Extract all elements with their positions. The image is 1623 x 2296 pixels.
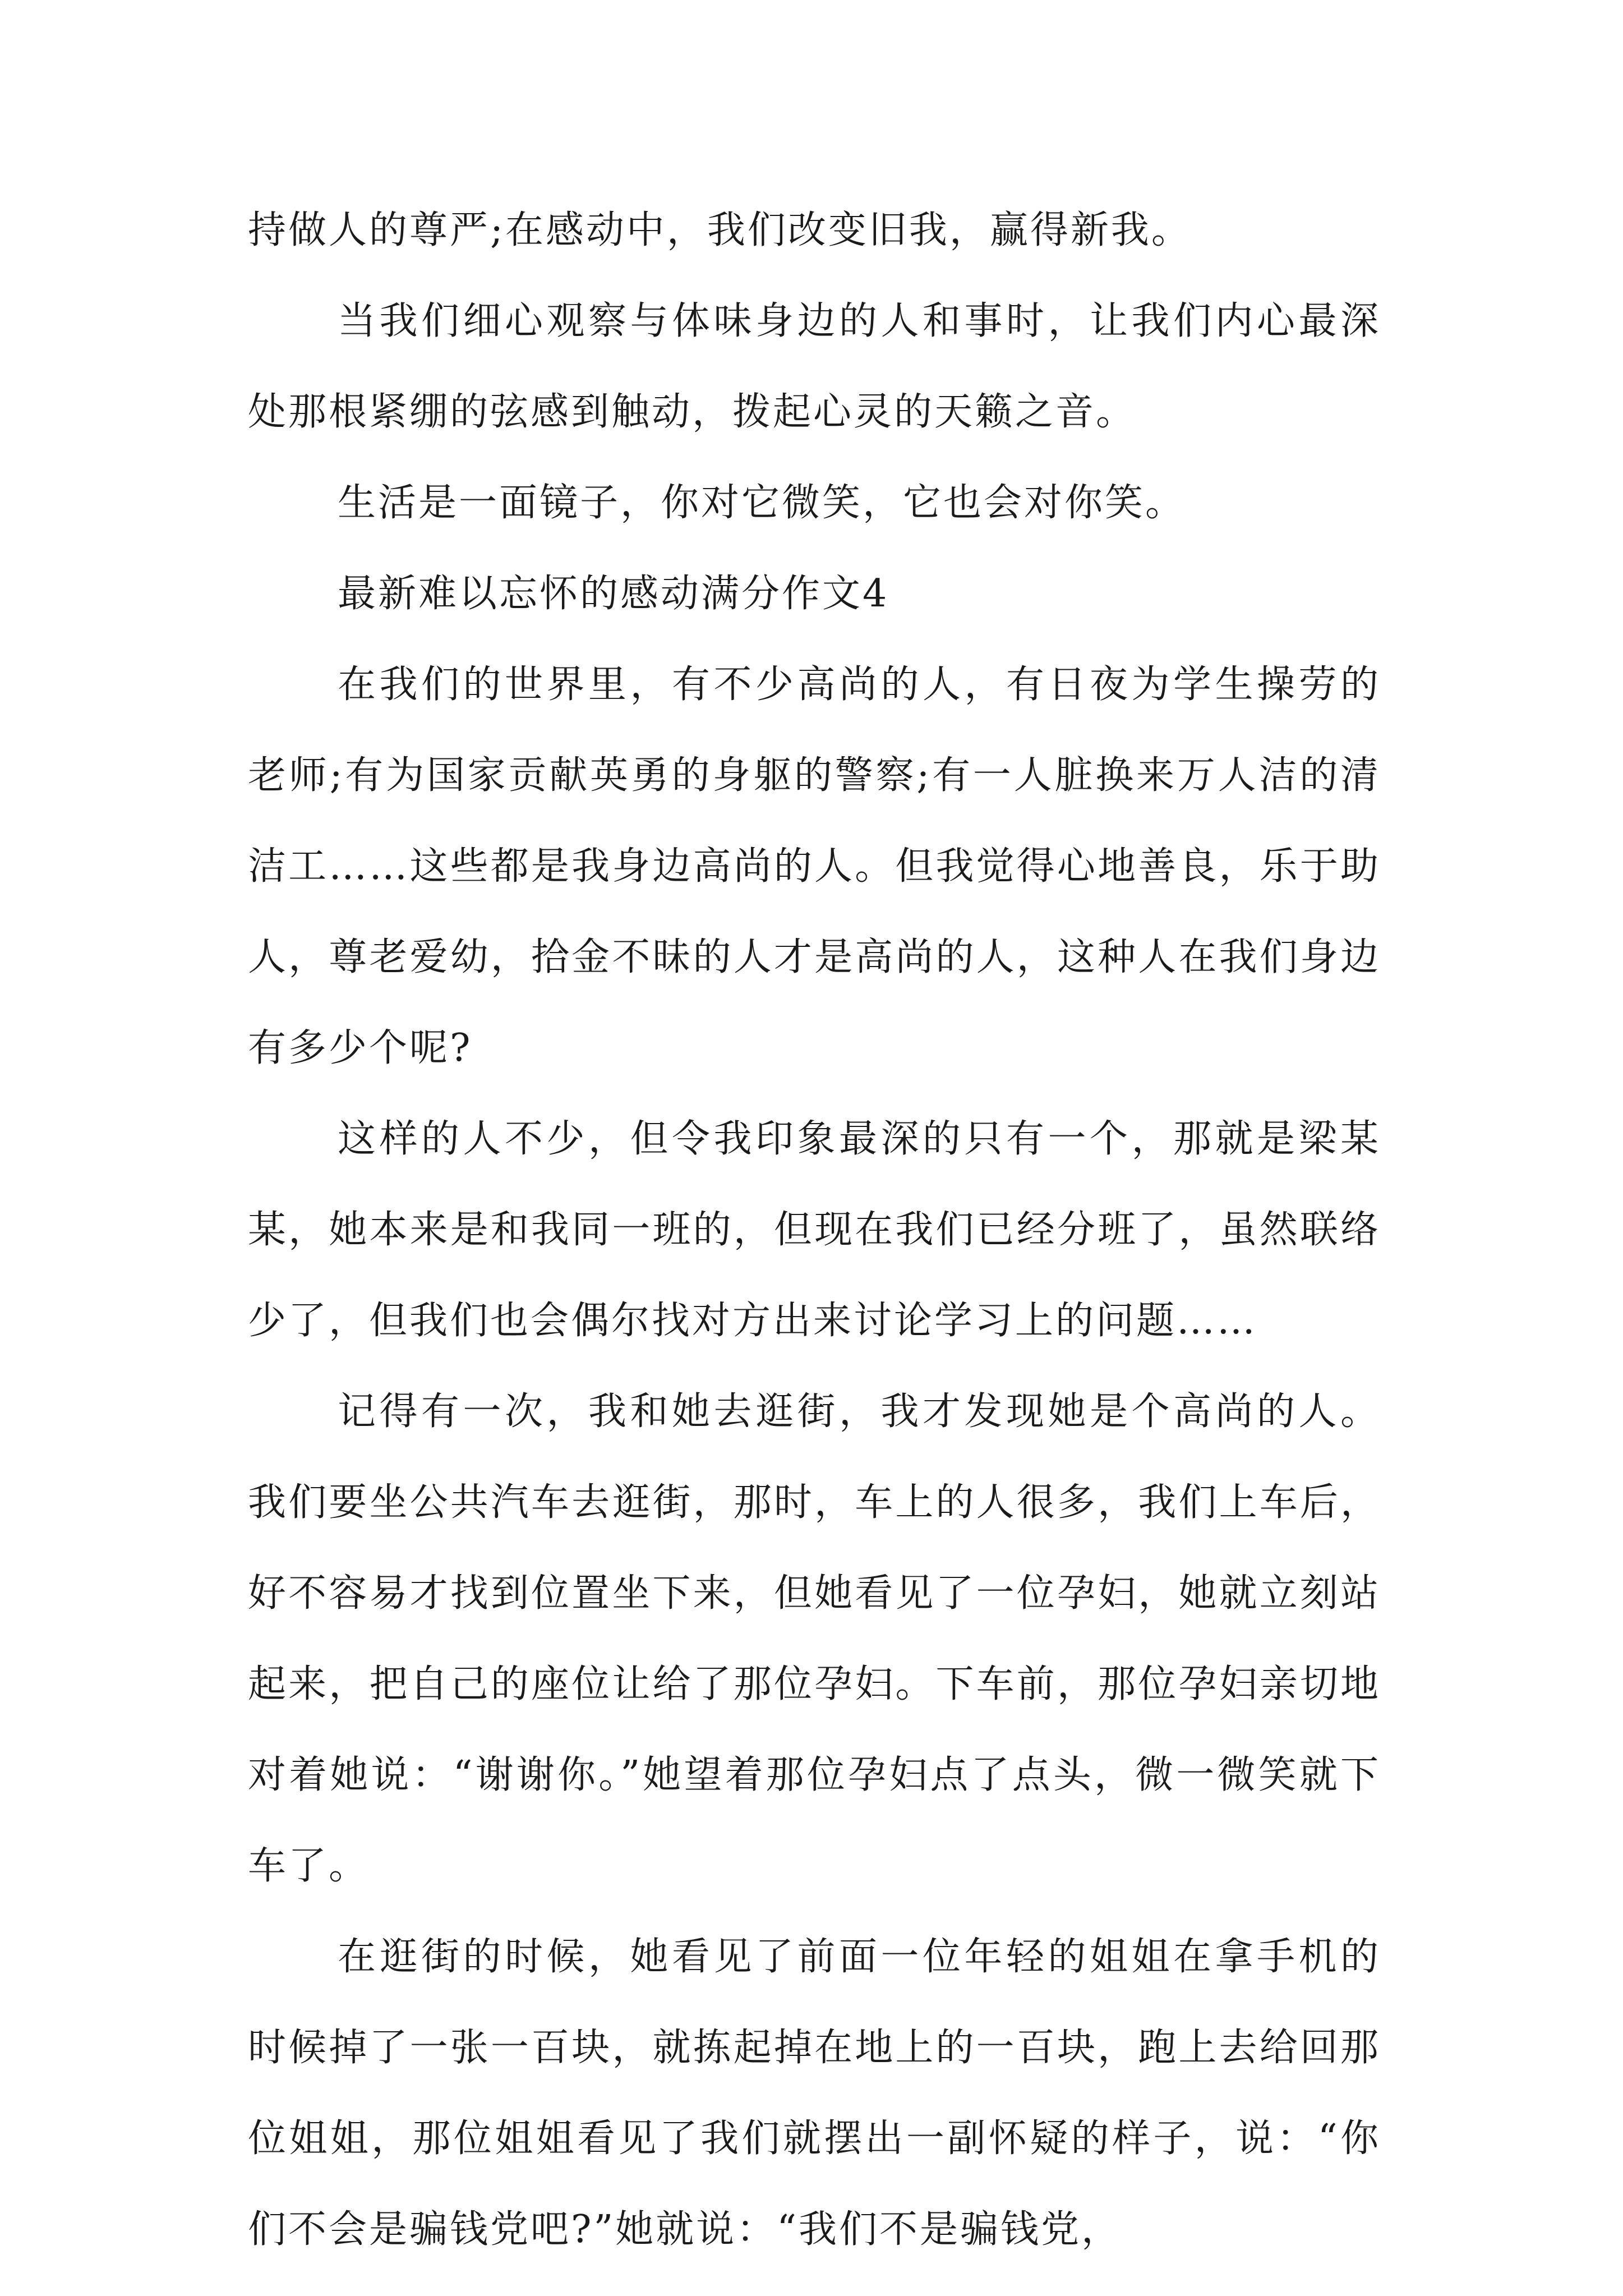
section-heading: 最新难以忘怀的感动满分作文4 <box>338 572 889 616</box>
document-body <box>248 185 1381 2275</box>
paragraph: 在我们的世界里，有不少高尚的人，有日夜为学生操劳的老师;有为国家贡献英勇的身躯的警察;有一人脏换来万人洁的清洁工……这些都是我身边高尚的人。但我觉得心地善良，乐于助人，尊老爱幼，拾金不昧的人才是高尚的人，这种人在我们身边有多少个呢? <box>248 662 1381 1070</box>
paragraph: 这样的人不少，但令我印象最深的只有一个，那就是梁某某，她本来是和我同一班的，但现在我们已经分班了，虽然联络少了，但我们也会偶尔找对方出来讨论学习上的问题…… <box>248 1117 1381 1343</box>
paragraph: 生活是一面镜子，你对它微笑，它也会对你笑。 <box>338 481 1186 525</box>
paragraph-continuation: 持做人的尊严;在感动中，我们改变旧我，赢得新我。 <box>248 208 1192 252</box>
paragraph: 记得有一次，我和她去逛街，我才发现她是个高尚的人。我们要坐公共汽车去逛街，那时，车上的人很多，我们上车后，好不容易才找到位置坐下来，但她看见了一位孕妇，她就立刻站起来，把自己的座位让给了那位孕妇。下车前，那位孕妇亲切地对着她说：“谢谢你。”她望着那位孕妇点了点头，微一微笑就下车了。 <box>248 1389 1381 1888</box>
paragraph: 当我们细心观察与体味身边的人和事时，让我们内心最深处那根紧绷的弦感到触动，拨起心灵的天籁之音。 <box>248 299 1381 434</box>
paragraph: 在逛街的时候，她看见了前面一位年轻的姐姐在拿手机的时候掉了一张一百块，就拣起掉在地上的一百块，跑上去给回那位姐姐，那位姐姐看见了我们就摆出一副怀疑的样子，说：“你们不会是骗钱党吧?”她就说：“我们不是骗钱党， <box>248 1935 1381 2252</box>
